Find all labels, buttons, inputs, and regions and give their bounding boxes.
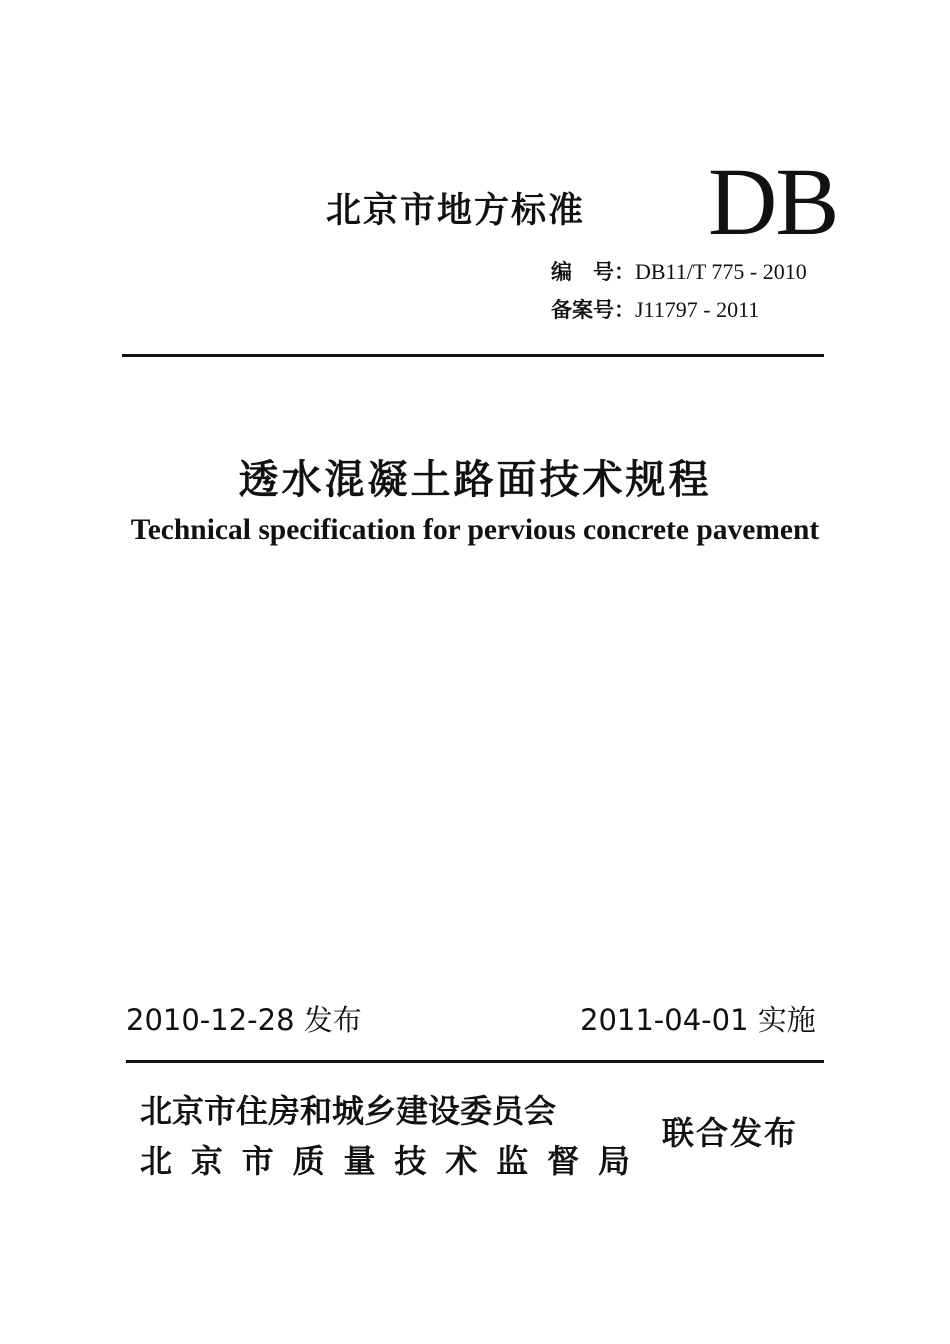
document-title-english: Technical specification for pervious concrete pavement bbox=[130, 514, 820, 546]
footer-divider bbox=[126, 1060, 824, 1063]
record-number-label: 备案号： bbox=[551, 298, 635, 322]
issue-date: 2010-12-28 发布 bbox=[126, 1003, 362, 1037]
standard-category: 北京市地方标准 bbox=[326, 191, 586, 231]
issuer-quality-bureau: 北京市质量技术监督局 bbox=[140, 1142, 630, 1180]
implementation-date: 2011-04-01 实施 bbox=[580, 1003, 816, 1037]
db-mark: DB bbox=[708, 148, 838, 255]
document-title-chinese: 透水混凝土路面技术规程 bbox=[238, 457, 712, 503]
standard-number-value: DB11/T 775 - 2010 bbox=[635, 259, 807, 284]
header-divider bbox=[122, 354, 824, 357]
record-number-value: J11797 - 2011 bbox=[635, 297, 760, 322]
issuer-housing-commission: 北京市住房和城乡建设委员会 bbox=[140, 1092, 557, 1130]
joint-issue-label: 联合发布 bbox=[662, 1114, 799, 1152]
standard-number-label: 编 号： bbox=[551, 260, 635, 284]
record-number-row bbox=[551, 296, 759, 324]
standard-number-row bbox=[551, 258, 807, 286]
